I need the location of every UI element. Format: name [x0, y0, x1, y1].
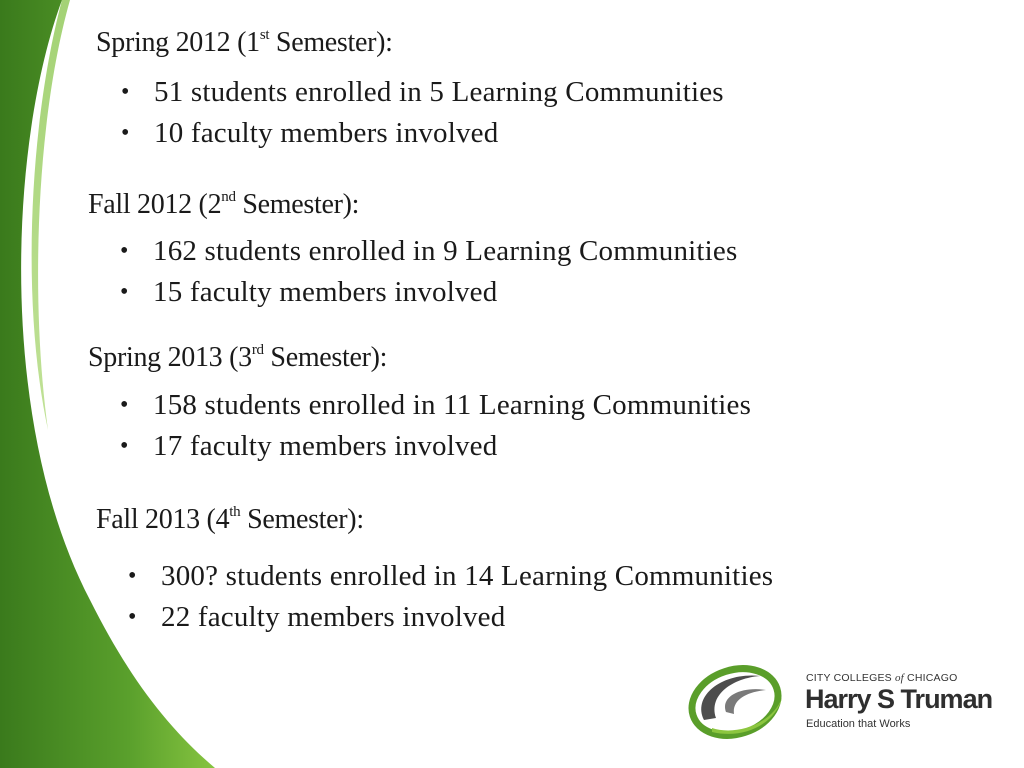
- list-item: • 17 faculty members involved: [153, 426, 751, 467]
- list-item: • 51 students enrolled in 5 Learning Communities: [154, 72, 724, 113]
- logo-swoosh-icon: [686, 660, 796, 742]
- ordinal-suffix: st: [259, 26, 270, 43]
- section-list-spring-2012: [154, 72, 724, 154]
- list-item: • 300? students enrolled in 14 Learning Communities: [161, 556, 773, 597]
- ordinal-suffix: nd: [221, 188, 236, 205]
- list-item: • 22 faculty members involved: [161, 597, 773, 638]
- section-heading-fall-2012: Fall 2012 (2nd Semester):: [88, 188, 360, 220]
- ordinal-suffix: rd: [251, 341, 264, 358]
- section-list-fall-2012: [153, 231, 738, 313]
- list-item: • 162 students enrolled in 9 Learning Communities: [153, 231, 738, 272]
- section-heading-fall-2013: Fall 2013 (4th Semester):: [96, 503, 364, 535]
- logo-line-city-colleges: CITY COLLEGES of CHICAGO: [806, 672, 958, 684]
- section-heading-spring-2012: Spring 2012 (1st Semester):: [96, 26, 393, 58]
- list-item: • 158 students enrolled in 11 Learning Communities: [153, 385, 751, 426]
- logo-college-name: Harry S Truman: [805, 684, 993, 714]
- list-item: • 10 faculty members involved: [154, 113, 724, 154]
- section-heading-spring-2013: Spring 2013 (3rd Semester):: [88, 341, 388, 373]
- truman-college-logo: [686, 660, 1016, 742]
- logo-tagline: Education that Works: [806, 718, 911, 730]
- section-list-spring-2013: [153, 385, 751, 467]
- section-list-fall-2013: [161, 556, 773, 638]
- ordinal-suffix: th: [229, 503, 241, 520]
- list-item: • 15 faculty members involved: [153, 272, 738, 313]
